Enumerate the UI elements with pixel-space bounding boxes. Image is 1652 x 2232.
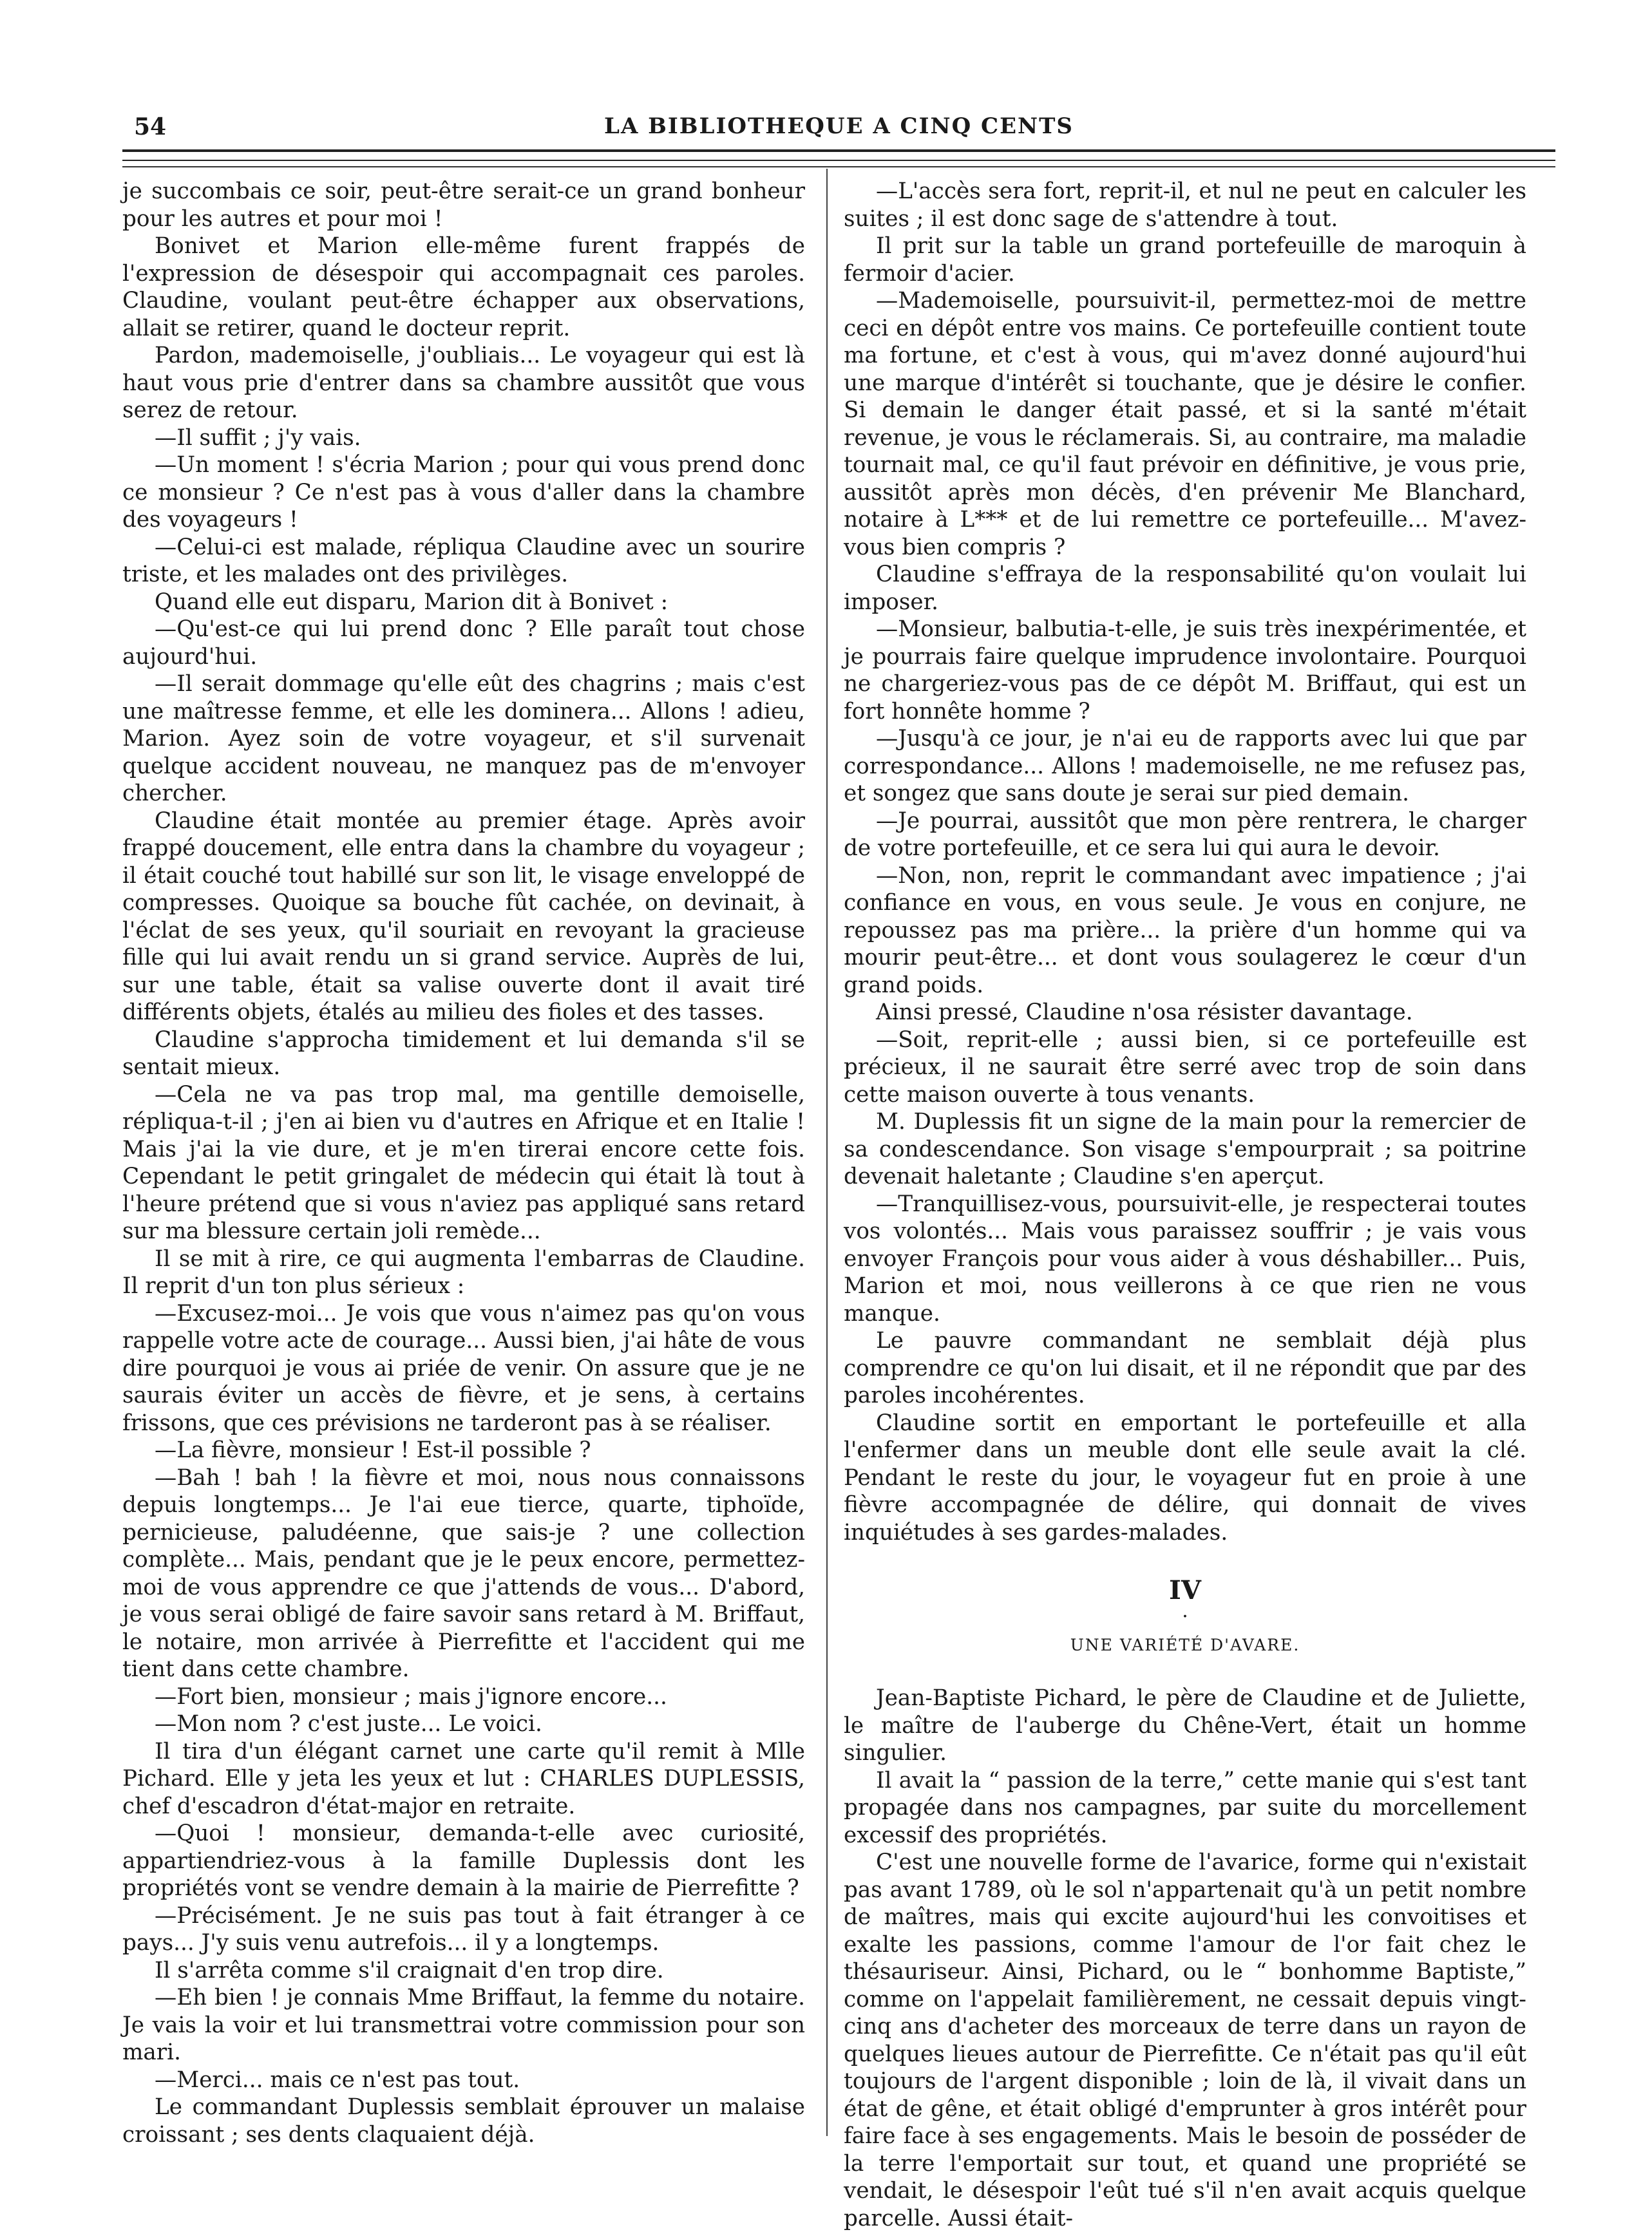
paragraph: Jean-Baptiste Pichard, le père de Claudine et de Juliette, le maître de l'auberge du Chêne-Vert, était un homme singulier. — [844, 1685, 1526, 1766]
paragraph: —Quoi ! monsieur, demanda-t-elle avec curiosité, appartiendriez-vous à la famille Duplessis dont les propriétés vont se vendre demain à la mairie de Pierrefitte ? — [122, 1821, 805, 1901]
paragraph: Il avait la “ passion de la terre,” cette manie qui s'est tant propagée dans nos campagnes, par suite du morcellement excessif des propriétés. — [844, 1767, 1526, 1848]
paragraph: Il s'arrêta comme s'il craignait d'en trop dire. — [155, 1957, 664, 1983]
paragraph: Claudine était montée au premier étage. Après avoir frappé doucement, elle entra dans la chambre du voyageur ; il était couché tout habillé sur son lit, le visage enveloppé de compresses. Quoique sa bouche fût cachée, on devinait, à l'éclat de ses yeux, qu'il souriait en revoyant la gracieuse fille qui lui avait rendu un si grand service. Auprès de lui, sur une table, était sa valise ouverte dont il avait tiré différents objets, étalés au milieu des fioles et des tasses. — [122, 808, 805, 1025]
paragraph: —L'accès sera fort, reprit-il, et nul ne peut en calculer les suites ; il est donc sage de s'attendre à tout. — [844, 178, 1526, 232]
paragraph: Bonivet et Marion elle-même furent frappés de l'expression de désespoir qui accompagnait ces paroles. Claudine, voulant peut-être échapper aux observations, allait se retirer, quand le docteur reprit. — [122, 233, 805, 341]
paragraph: —Un moment ! s'écria Marion ; pour qui vous prend donc ce monsieur ? Ce n'est pas à vous d'aller dans la chambre des voyageurs ! — [122, 452, 805, 533]
paragraph: —Celui-ci est malade, répliqua Claudine avec un sourire triste, et les malades ont des privilèges. — [122, 534, 805, 587]
page-header — [122, 111, 1555, 149]
left-column — [122, 178, 805, 2148]
paragraph: Il prit sur la table un grand portefeuille de maroquin à fermoir d'acier. — [844, 233, 1526, 287]
paragraph: —Il suffit ; j'y vais. — [155, 424, 361, 451]
page-number: 54 — [134, 113, 167, 140]
paragraph: je succombais ce soir, peut-être serait-ce un grand bonheur pour les autres et pour moi ! — [122, 178, 805, 232]
chapter-ornament: · — [1182, 1605, 1188, 1628]
running-title: LA BIBLIOTHEQUE A CINQ CENTS — [604, 113, 1074, 139]
paragraph: —Bah ! bah ! la fièvre et moi, nous nous connaissons depuis longtemps... Je l'ai eue tierce, quarte, tiphoïde, pernicieuse, paludéenne, que sais-je ? une collection complète... Mais, pendant que je le peux encore, permettez-moi de vous apprendre ce que j'attends de vous... D'abord, je vous serai obligé de faire savoir sans retard à M. Briffaut, le notaire, mon arrivée à Pierrefitte et l'accident qui me tient dans cette chambre. — [122, 1464, 805, 1682]
paragraph: —Merci... mais ce n'est pas tout. — [155, 2066, 520, 2093]
paragraph: Quand elle eut disparu, Marion dit à Bonivet : — [155, 589, 669, 615]
paragraph: —Cela ne va pas trop mal, ma gentille demoiselle, répliqua-t-il ; j'en ai bien vu d'autres en Afrique et en Italie ! Mais j'ai la vie dure, et je m'en tirerai encore cette fois. Cependant le petit gringalet de médecin qui était là tout à l'heure prétend que si vous n'aviez pas appliqué sans retard sur ma blessure certain joli remède... — [122, 1081, 805, 1244]
paragraph: —Je pourrai, aussitôt que mon père rentrera, le charger de votre portefeuille, et ce sera lui qui aura le devoir. — [844, 808, 1526, 861]
paragraph: —Mon nom ? c'est juste... Le voici. — [155, 1711, 542, 1737]
paragraph: M. Duplessis fit un signe de la main pour la remercier de sa condescendance. Son visage s'empourprait ; sa poitrine devenait haletante ; Claudine s'en aperçut. — [844, 1109, 1526, 1189]
paragraph: —Non, non, reprit le commandant avec impatience ; j'ai confiance en vous, en vous seule. Je vous en conjure, ne repoussez pas ma prière... la prière d'un homme qui va mourir peut-être... et dont vous soulagerez le cœur d'un grand poids. — [844, 862, 1526, 998]
paragraph: —Monsieur, balbutia-t-elle, je suis très inexpérimentée, et je pourrais faire quelque imprudence involontaire. Pourquoi ne chargeriez-vous pas de ce dépôt M. Briffaut, qui est un fort honnête homme ? — [844, 616, 1526, 724]
paragraph: —Qu'est-ce qui lui prend donc ? Elle paraît tout chose aujourd'hui. — [122, 616, 805, 670]
paragraph: —Précisément. Je ne suis pas tout à fait étranger à ce pays... J'y suis venu autrefois... il y a longtemps. — [122, 1902, 805, 1956]
paragraph: Pardon, mademoiselle, j'oubliais... Le voyageur qui est là haut vous prie d'entrer dans sa chambre aussitôt que vous serez de retour. — [122, 343, 805, 423]
paragraph: —Tranquillisez-vous, poursuivit-elle, je respecterai toutes vos volontés... Mais vous paraissez souffrir ; je vais vous envoyer François pour vous aider à vous déshabiller... Puis, Marion et moi, nous veillerons à ce que rien ne vous manque. — [844, 1191, 1526, 1327]
chapter-number: IV — [1169, 1575, 1201, 1605]
paragraph: Claudine sortit en emportant le portefeuille et alla l'enfermer dans un meuble dont elle seule avait la clé. Pendant le reste du jour, le voyageur fut en proie à une fièvre accompagnée de délire, qui donnait de vives inquiétudes à ses gardes-malades. — [844, 1410, 1526, 1546]
paragraph: —Jusqu'à ce jour, je n'ai eu de rapports avec lui que par correspondance... Allons ! mademoiselle, ne me refusez pas, et songez que sans doute je serai sur pied demain. — [844, 726, 1526, 806]
paragraph: Il se mit à rire, ce qui augmenta l'embarras de Claudine. Il reprit d'un ton plus sérieux : — [122, 1245, 805, 1299]
paragraph: —Eh bien ! je connais Mme Briffaut, la femme du notaire. Je vais la voir et lui transmettrai votre commission pour son mari. — [122, 1985, 805, 2065]
paragraph: C'est une nouvelle forme de l'avarice, forme qui n'existait pas avant 1789, où le sol n'appartenait qu'à un petit nombre de maîtres, mais qui excite aujourd'hui les convoitises et exalte les passions, comme l'amour de l'or fait chez le thésauriseur. Ainsi, Pichard, ou le “ bonhomme Baptiste,” comme on l'appelait familièrement, ne cessait depuis vingt-cinq ans d'acheter des morceaux de terre dans un rayon de quelques lieues autour de Pierrefitte. Ce n'était pas qu'il eût toujours de l'argent disponible ; loin de là, il vivait dans un état de gêne, et était obligé d'emprunter à gros intérêt pour faire face à ses engagements. Mais le besoin de posséder de la terre l'emportait sur tout, et quand une propriété se vendait, le désespoir l'eût tué s'il n'en avait acquis quelque parcelle. Aussi était- — [844, 1849, 1526, 2231]
column-divider — [826, 169, 828, 2136]
paragraph: Le commandant Duplessis semblait éprouver un malaise croissant ; ses dents claquaient déjà. — [122, 2094, 805, 2148]
paragraph: —Mademoiselle, poursuivit-il, permettez-moi de mettre ceci en dépôt entre vos mains. Ce portefeuille contient toute ma fortune, et c'est à vous, qui m'avez donné aujourd'hui une marque d'intérêt si touchante, que je désire le confier. Si demain le danger était passé, et si la santé m'était revenue, je vous le réclamerais. Si, au contraire, ma maladie tournait mal, ce qu'il faut prévoir en définitive, je vous prie, aussitôt après mon décès, d'en prévenir Me Blanchard, notaire à L*** et de lui remettre ce portefeuille... M'avez-vous bien compris ? — [844, 288, 1526, 560]
paragraph: Il tira d'un élégant carnet une carte qu'il remit à Mlle Pichard. Elle y jeta les yeux et lut : CHARLES DUPLESSIS, chef d'escadron d'état-major en retraite. — [122, 1738, 805, 1819]
paragraph: —Excusez-moi... Je vois que vous n'aimez pas qu'on vous rappelle votre acte de courage... Aussi bien, j'ai hâte de vous dire pourquoi je vous ai priée de venir. On assure que je ne saurais éviter un accès de fièvre, et je sens, à certains frissons, que ces prévisions ne tarderont pas à se réaliser. — [122, 1300, 805, 1436]
right-column — [844, 178, 1526, 2231]
header-double-rule — [122, 149, 1555, 161]
header-thin-rule — [122, 166, 1555, 167]
paragraph: Le pauvre commandant ne semblait déjà plus comprendre ce qu'on lui disait, et il ne répondit que par des paroles incohérentes. — [844, 1328, 1526, 1408]
paragraph: —Soit, reprit-elle ; aussi bien, si ce portefeuille est précieux, il ne saurait être serré avec trop de soin dans cette maison ouverte à tous venants. — [844, 1026, 1526, 1108]
paragraph: —Il serait dommage qu'elle eût des chagrins ; mais c'est une maîtresse femme, et elle les dominera... Allons ! adieu, Marion. Ayez soin de votre voyageur, et s'il survenait quelque accident nouveau, ne manquez pas de m'envoyer chercher. — [122, 671, 805, 806]
paragraph: —La fièvre, monsieur ! Est-il possible ? — [155, 1437, 591, 1463]
paragraph: Claudine s'approcha timidement et lui demanda s'il se sentait mieux. — [122, 1026, 805, 1080]
paragraph: Claudine s'effraya de la responsabilité qu'on voulait lui imposer. — [844, 562, 1526, 615]
chapter-title: UNE VARIÉTÉ D'AVARE. — [1070, 1635, 1300, 1654]
paragraph: Ainsi pressé, Claudine n'osa résister davantage. — [876, 999, 1413, 1025]
paragraph: —Fort bien, monsieur ; mais j'ignore encore... — [155, 1683, 667, 1710]
